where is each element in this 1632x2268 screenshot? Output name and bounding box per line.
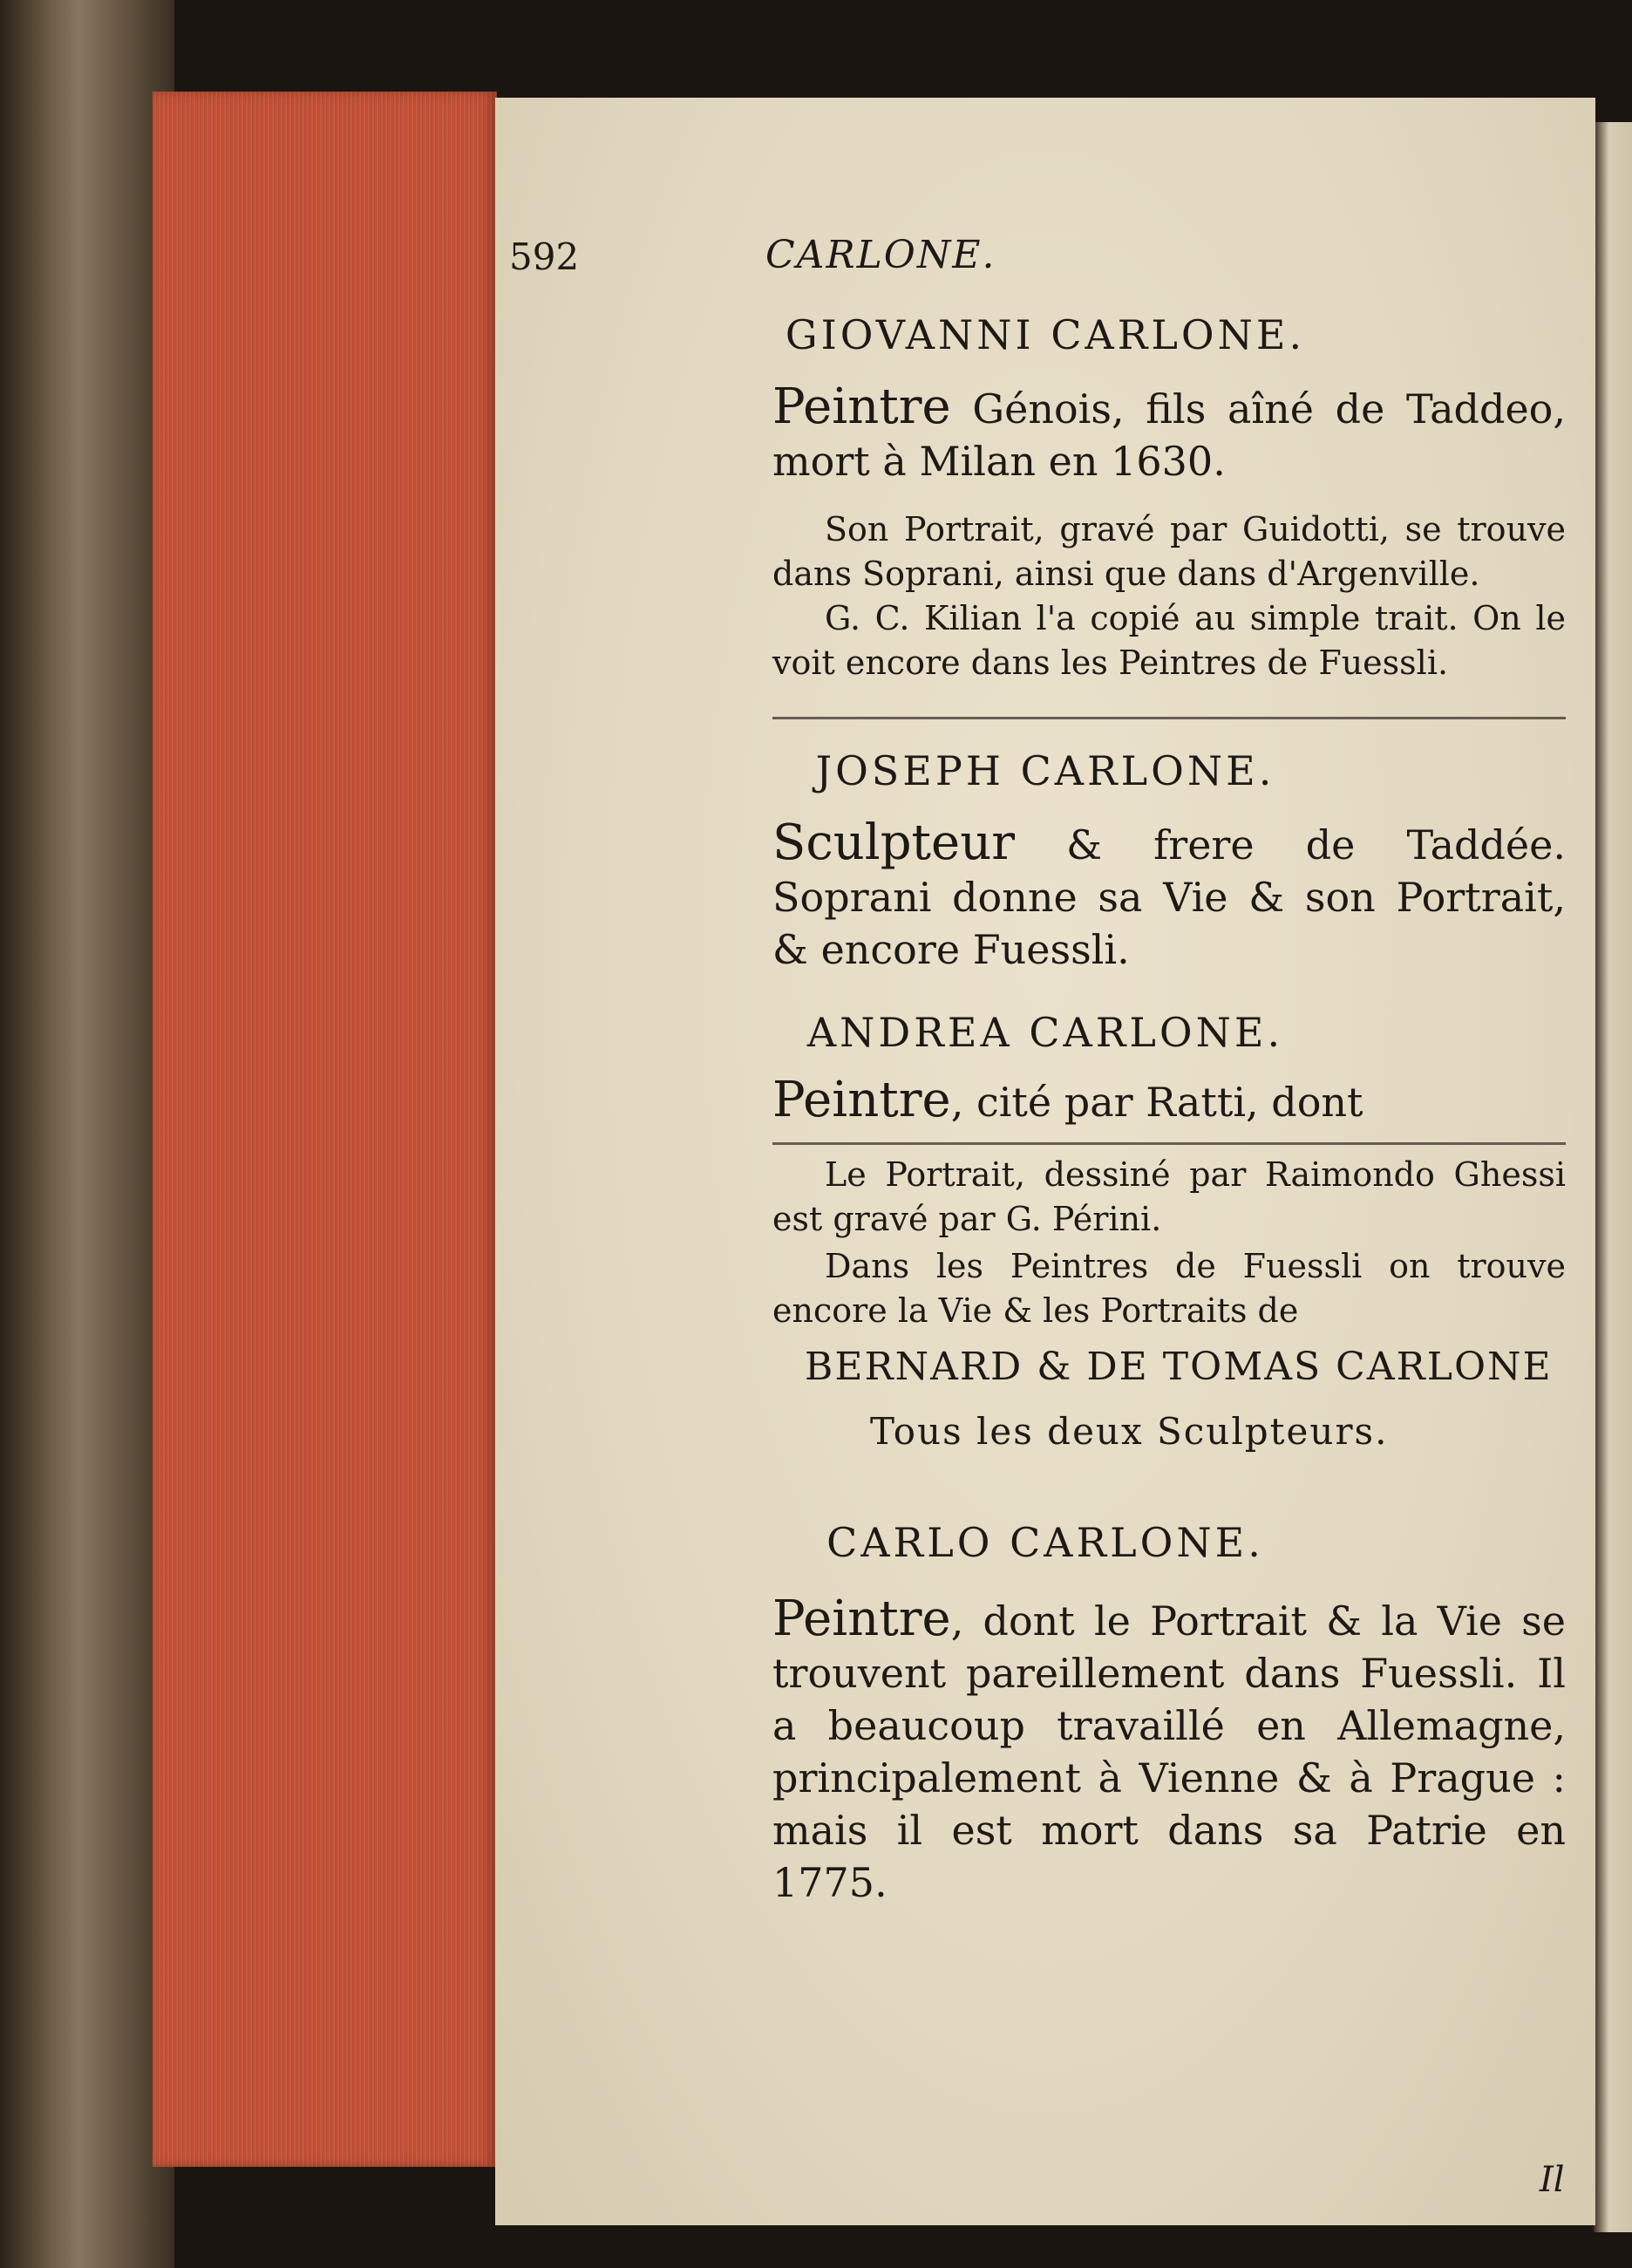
entry-text: , dont le Portrait & la Vie se trouvent pareillement dans Fuessli. Il a beaucoup travaillé en Allemagne, principalement à Vienne & à Prague : mais il est mort dans sa Patrie en 1775.	[772, 1597, 1566, 1906]
facing-page-edge	[1594, 122, 1632, 2232]
divider-rule	[772, 717, 1566, 719]
page-number: 592	[509, 235, 580, 278]
entry-body	[772, 378, 1566, 487]
entry-body	[772, 814, 1566, 976]
entry-text: Génois, fils aîné de Taddeo, mort à Milan en 1630.	[772, 385, 1566, 485]
entry-body	[772, 1590, 1566, 1909]
entry-title: JOSEPH CARLONE.	[815, 747, 1275, 794]
entry-text: , cité par Ratti, dont	[950, 1079, 1363, 1126]
entry-title: CARLO CARLONE.	[826, 1519, 1264, 1566]
entry-title: GIOVANNI CARLONE.	[785, 311, 1306, 358]
sub-entry-title: BERNARD & DE TOMAS CARLONE	[805, 1345, 1553, 1389]
running-head: CARLONE.	[765, 233, 996, 277]
book-page	[495, 98, 1595, 2225]
catchword: Il	[1540, 2160, 1565, 2200]
lead-word: Sculpteur	[772, 814, 1016, 871]
entry-title: ANDREA CARLONE.	[806, 1009, 1284, 1056]
entry-note: Le Portrait, dessiné par Raimondo Ghessi est gravé par G. Périni.	[772, 1155, 1566, 1238]
entry-text: & frere de Taddée. Soprani donne sa Vie & son Portrait, & encore Fuessli.	[772, 821, 1566, 973]
entry-note: G. C. Kilian l'a copié au simple trait. On le voit encore dans les Peintres de Fuessli.	[772, 599, 1566, 682]
sub-entry-note: Tous les deux Sculpteurs.	[870, 1410, 1389, 1453]
divider-rule	[772, 1142, 1566, 1145]
lead-word: Peintre	[772, 378, 951, 435]
book-spine-binding	[0, 0, 174, 2268]
page-fore-edge	[153, 92, 497, 2167]
entry-note: Son Portrait, gravé par Guidotti, se trouve dans Soprani, ainsi que dans d'Argenville.	[772, 510, 1566, 593]
lead-word: Peintre	[772, 1072, 951, 1128]
entry-note: Dans les Peintres de Fuessli on trouve encore la Vie & les Portraits de	[772, 1247, 1566, 1330]
lead-word: Peintre	[772, 1590, 951, 1647]
entry-body	[772, 1074, 1566, 1128]
